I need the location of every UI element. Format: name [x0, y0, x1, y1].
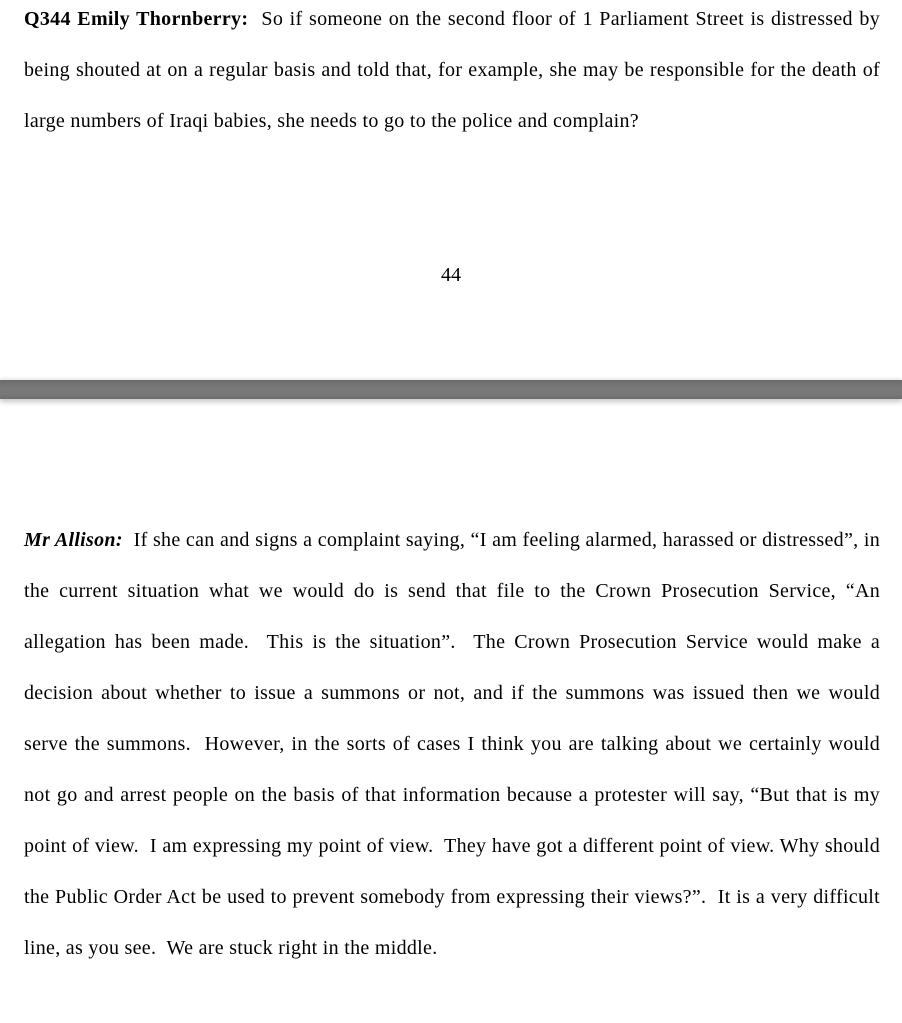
question-text: So if someone on the second floor of 1 Parliament Street is distressed by being shouted at on a regular basis and told that, for example, she may be responsible for the death of large numbers of Iraqi babies, she needs to go to the police and complain? — [24, 8, 886, 132]
page-44-text-column — [0, 0, 902, 153]
answer-speaker-name: Mr Allison: — [24, 529, 123, 551]
answer-paragraph — [24, 515, 886, 974]
question-paragraph — [24, 0, 886, 147]
next-page-top — [0, 399, 902, 1023]
page-44-bottom — [0, 0, 902, 380]
page-number: 44 — [441, 264, 461, 286]
question-speaker-name: Q344 Emily Thornberry: — [24, 8, 249, 30]
page-separator — [0, 380, 902, 399]
answer-text: If she can and signs a complaint saying, “I am feeling alarmed, harassed or distressed”, in the current situation what we would do is send that file to the Crown Prosecution Service, “An allegation has been made. This is the situation”. The Crown Prosecution Service would make a decision about whether to issue a summons or not, and if the summons was issued then we would serve the summons. However, in the sorts of cases I think you are talking about we certainly would not go and arrest people on the basis of that information because a protester will say, “But that is my point of view. I am expressing my point of view. They have got a different point of view. Why should the Public Order Act be used to prevent somebody from expressing their views?”. It is a very difficult line, as you see. We are stuck right in the middle. — [24, 529, 886, 959]
